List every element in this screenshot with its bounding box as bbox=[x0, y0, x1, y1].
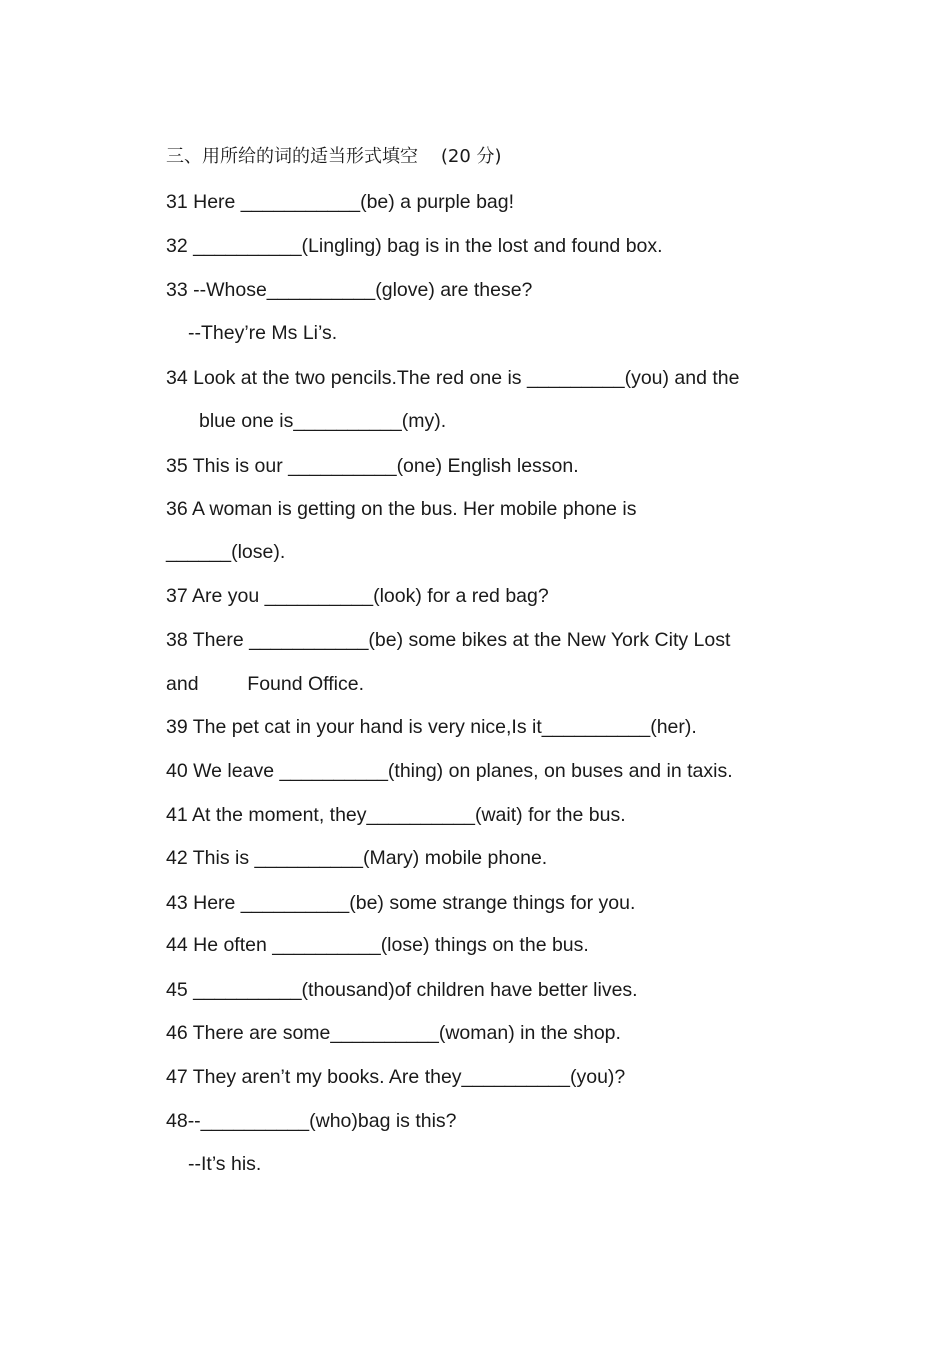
question-31: 31 Here ___________(be) a purple bag! bbox=[166, 191, 515, 213]
question-42: 42 This is __________(Mary) mobile phone. bbox=[166, 847, 548, 869]
question-41: 41 At the moment, they__________(wait) for the bus. bbox=[166, 804, 626, 826]
question-33: 33 --Whose__________(glove) are these? bbox=[166, 279, 533, 301]
question-43: 43 Here __________(be) some strange things for you. bbox=[166, 892, 636, 914]
question-38-continuation: and Found Office. bbox=[166, 673, 364, 695]
question-32: 32 __________(Lingling) bag is in the lost and found box. bbox=[166, 235, 663, 257]
question-34-continuation: blue one is__________(my). bbox=[199, 410, 447, 432]
question-47: 47 They aren’t my books. Are they__________(you)? bbox=[166, 1066, 626, 1088]
question-44: 44 He often __________(lose) things on the bus. bbox=[166, 934, 589, 956]
question-36: 36 A woman is getting on the bus. Her mobile phone is bbox=[166, 498, 637, 520]
section-heading bbox=[166, 145, 502, 169]
question-34: 34 Look at the two pencils.The red one is _________(you) and the bbox=[166, 367, 740, 389]
question-35: 35 This is our __________(one) English lesson. bbox=[166, 455, 579, 477]
question-40: 40 We leave __________(thing) on planes, on buses and in taxis. bbox=[166, 760, 733, 782]
question-48: 48--__________(who)bag is this? bbox=[166, 1110, 457, 1132]
question-45: 45 __________(thousand)of children have better lives. bbox=[166, 979, 638, 1001]
question-39: 39 The pet cat in your hand is very nice,Is it__________(her). bbox=[166, 716, 697, 738]
section-points: (20 分) bbox=[440, 146, 502, 167]
question-37: 37 Are you __________(look) for a red bag? bbox=[166, 585, 549, 607]
question-36-continuation: ______(lose). bbox=[166, 541, 286, 563]
question-46: 46 There are some__________(woman) in the shop. bbox=[166, 1022, 621, 1044]
question-38: 38 There ___________(be) some bikes at the New York City Lost bbox=[166, 629, 731, 651]
question-48-answer-line: --It’s his. bbox=[188, 1153, 262, 1175]
section-title: 三、用所给的词的适当形式填空 bbox=[166, 146, 418, 167]
question-33-answer-line: --They’re Ms Li’s. bbox=[188, 322, 338, 344]
